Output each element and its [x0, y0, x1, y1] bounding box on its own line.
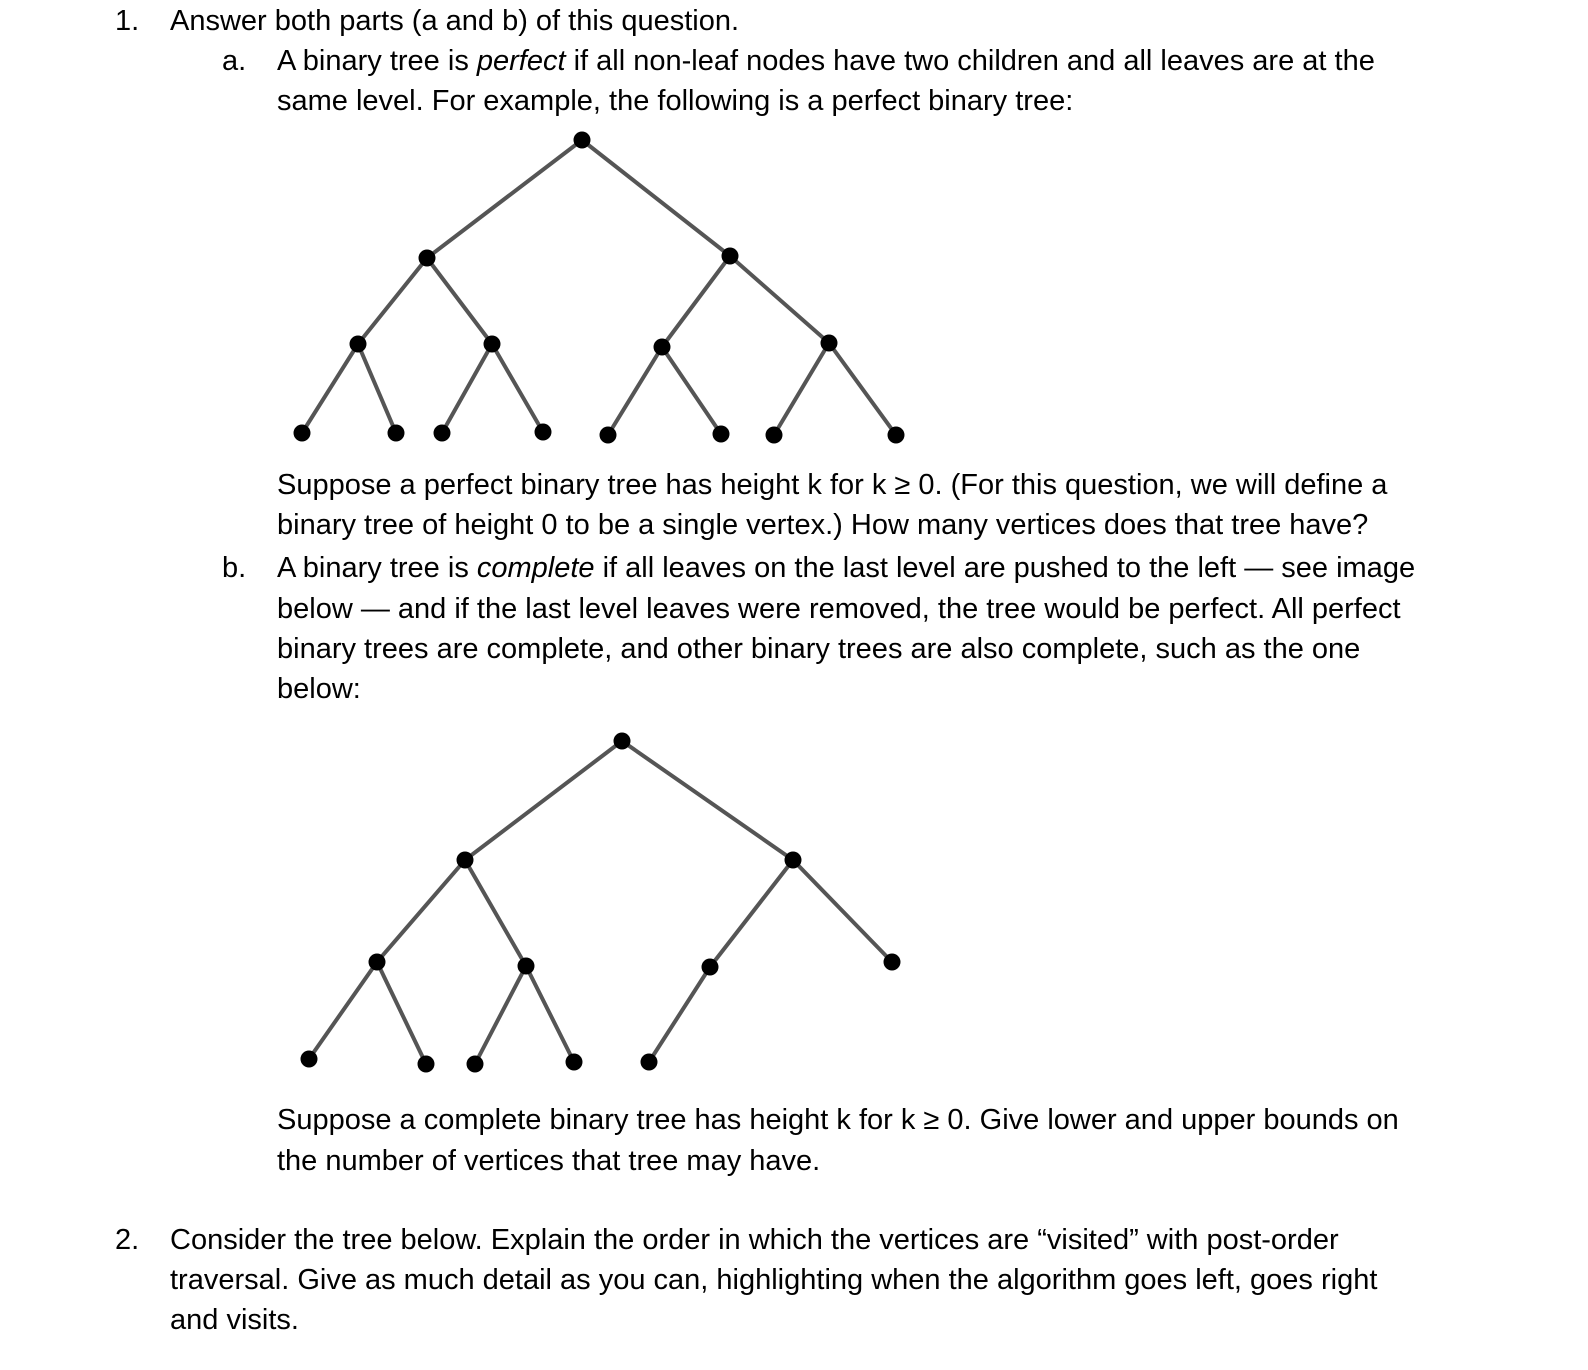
q1a-definition-line2: same level. For example, the following is a perfect binary tree:	[277, 85, 1074, 117]
q2-line1: Consider the tree below. Explain the order in which the vertices are “visited” with post-order	[170, 1224, 1339, 1256]
tree-node	[369, 954, 386, 971]
tree-leaf	[766, 427, 783, 444]
tree-leaf	[641, 1054, 658, 1071]
tree-leaf	[467, 1056, 484, 1073]
tree-edge	[465, 741, 622, 860]
tree-edge	[649, 967, 710, 1062]
q1b-question-line2: the number of vertices that tree may have.	[277, 1145, 821, 1177]
tree-node	[419, 250, 436, 267]
tree-node	[722, 248, 739, 265]
tree-node-root	[574, 132, 591, 149]
complete-tree-nodes	[301, 733, 901, 1073]
tree-edge	[793, 860, 892, 962]
tree-node	[518, 958, 535, 975]
perfect-tree-nodes	[294, 132, 905, 444]
tree-edge	[582, 140, 730, 256]
tree-edge	[465, 860, 526, 966]
tree-leaf	[301, 1051, 318, 1068]
q1a-question-line1: Suppose a perfect binary tree has height k for k ≥ 0. (For this question, we will define a	[277, 469, 1388, 501]
tree-leaf	[888, 427, 905, 444]
q1b-label: b.	[222, 552, 247, 584]
tree-leaf	[713, 426, 730, 443]
tree-edge	[774, 343, 829, 435]
tree-edge	[730, 256, 829, 343]
tree-leaf	[566, 1054, 583, 1071]
q1-intro: Answer both parts (a and b) of this question.	[170, 5, 740, 37]
q2-line2: traversal. Give as much detail as you can, highlighting when the algorithm goes left, goes right	[170, 1264, 1378, 1296]
q1-number: 1.	[115, 5, 140, 37]
tree-edge	[526, 966, 574, 1062]
q1a-definition-line1: A binary tree is perfect if all non-leaf nodes have two children and all leaves are at the	[277, 45, 1375, 77]
tree-node-root	[614, 733, 631, 750]
q2-number: 2.	[115, 1224, 140, 1256]
tree-edge	[492, 344, 543, 432]
perfect-tree-edges	[302, 140, 896, 435]
tree-leaf	[418, 1056, 435, 1073]
tree-edge	[302, 344, 358, 433]
q1a-question-line2: binary tree of height 0 to be a single vertex.) How many vertices does that tree have?	[277, 509, 1369, 541]
q1b-definition-line2: below — and if the last level leaves were removed, the tree would be perfect. All perfect	[277, 593, 1401, 625]
tree-edge	[475, 966, 526, 1064]
tree-edge	[377, 860, 465, 962]
q1b-definition-line4: below:	[277, 673, 361, 705]
tree-edge	[427, 258, 492, 344]
tree-node	[654, 339, 671, 356]
tree-edge	[710, 860, 793, 967]
tree-leaf	[535, 424, 552, 441]
tree-edge	[427, 140, 582, 258]
tree-node	[821, 335, 838, 352]
tree-leaf	[600, 427, 617, 444]
q1b-definition-line1: A binary tree is complete if all leaves on the last level are pushed to the left — see image	[277, 552, 1416, 584]
tree-edge	[358, 344, 396, 433]
tree-edge	[829, 343, 896, 435]
tree-leaf	[388, 425, 405, 442]
tree-edge	[622, 741, 793, 860]
tree-edge	[442, 344, 492, 433]
tree-edge	[377, 962, 426, 1064]
tree-leaf	[434, 425, 451, 442]
q1b-definition-line3: binary trees are complete, and other binary trees are also complete, such as the one	[277, 633, 1361, 665]
tree-leaf	[294, 425, 311, 442]
tree-node	[350, 336, 367, 353]
q1b-question-line1: Suppose a complete binary tree has height k for k ≥ 0. Give lower and upper bounds on	[277, 1104, 1399, 1136]
tree-edge	[662, 347, 721, 434]
tree-edge	[309, 962, 377, 1059]
term-perfect: perfect	[476, 45, 566, 77]
tree-node	[457, 852, 474, 869]
tree-node	[484, 336, 501, 353]
tree-node	[785, 852, 802, 869]
q2-line3: and visits.	[170, 1304, 299, 1336]
tree-edge	[358, 258, 427, 344]
complete-tree-edges	[309, 741, 892, 1064]
tree-edge	[662, 256, 730, 347]
tree-node	[702, 959, 719, 976]
tree-leaf	[884, 954, 901, 971]
term-complete: complete	[476, 552, 595, 584]
q1a-label: a.	[222, 45, 247, 77]
tree-edge	[608, 347, 662, 435]
